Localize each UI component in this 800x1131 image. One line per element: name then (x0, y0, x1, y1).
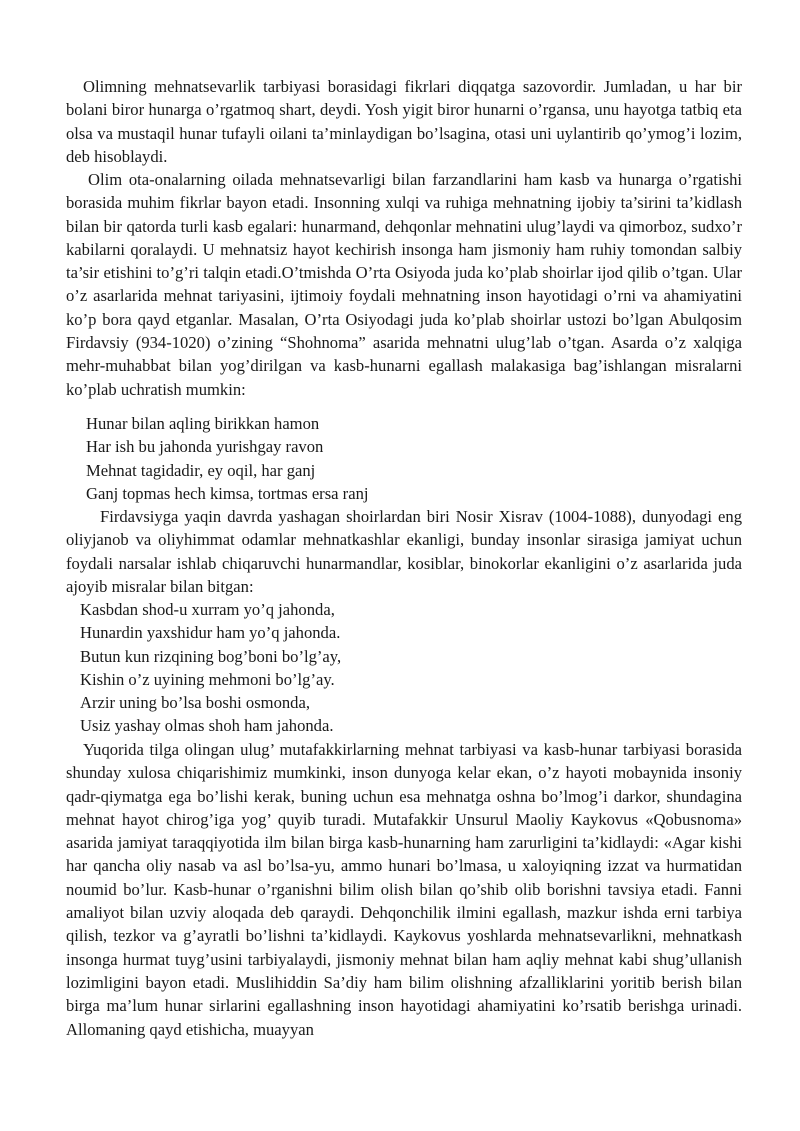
verse-line: Butun kun rizqining bog’boni bo’lg’ay, (80, 646, 342, 666)
verse-line: Mehnat tagidadir, ey oqil, har ganj (86, 460, 316, 480)
verse-line: Kishin o’z uyining mehmoni bo’lg’ay. (80, 669, 335, 689)
paragraph-olim-mehnatsevarlik: Olimning mehnatsevarlik tarbiyasi borasidagi fikrlari diqqatga sazovordir. Jumladan, u har bir bolani biror hunarga o’rgatmoq shart, deydi. Yosh yigit biror hunarni o’rgansa, unu hayotga tatbiq eta olsa va mustaqil hunar tufayli oilani ta’minlaydigan bo’lsagina, otasi uni uylantirib qo’ymog’i lozim, deb hisoblaydi. (66, 77, 742, 166)
paragraph-ota-onalar: Olim ota-onalarning oilada mehnatsevarligi bilan farzandlarini ham kasb va hunarga o’rgatishi borasida muhim fikrlar bayon etadi. Insonning xulqi va ruhiga mehnatning ijobiy ta’sirini ta’kidlash bilan bir qatorda turli kasb egalari: hunarmand, dehqonlar mehnatini ulug’laydi va qimorboz, sudxo’r kabilarni qoralaydi. U mehnatsiz hayot kechirish insonga ham jismoniy ham ruhiy tomondan salbiy ta’sir etishini to’g’ri talqin etadi.O’tmishda O’rta Osiyoda juda ko’plab shoirlar ijod qilib o’tgan. Ular o’z asarlarida mehnat tariyasini, ijtimoiy foydali mehnatning inson hayotidagi o’rni va ahamiyatini ko’p bora qayd etganlar. Masalan, O’rta Osiyodagi juda ko’plab shoirlar ustozi bo’lgan Abulqosim Firdavsiy (934-1020) o’zining “Shohnoma” asarida mehnatni ulug’lab o’tgan. Asarda o’z xalqiga mehr-muhabbat bilan yog’dirilgan va kasb-hunarni egallash malakasiga bag’ishlangan misralarni ko’plab uchratish mumkin: (66, 170, 742, 399)
paragraph-yuqorida: Yuqorida tilga olingan ulug’ mutafakkirlarning mehnat tarbiyasi va kasb-hunar tarbiyasi borasida shunday xulosa chiqarishimiz mumkinki, inson dunyoga kelar ekan, o’z hayoti mobaynida insoniy qadr-qiymatga ega bo’lishi kerak, buning uchun esa mehnatga oshna bo’lmog’i darkor, shundagina mehnat hayot chirog’iga yog’ quyib turadi. Mutafakkir Unsurul Maoliy Kaykovus «Qobusnoma» asarida jamiyat taraqqiyotida ilm bilan birga kasb-hunarning ham zarurligini ta’kidlaydi: «Agar kishi har qancha oliy nasab va asl bo’lsa-yu, ammo hunari bo’lmasa, u xaloyiqning izzat va hurmatidan noumid bo’lur. Kasb-hunar o’rganishni bilim olish bilan qo’shib olib borishni tavsiya etadi. Fanni amaliyot bilan uzviy aloqada deb qaraydi. Dehqonchilik ilmini egallash, mazkur ishda erni tarbiya qilish, tezkor va g’ayratli bo’lishni ta’kidlaydi. Kaykovus yoshlarda mehnatsevarlikni, mehnatkash insonga hurmat tuyg’usini tarbiyalaydi, jismoniy mehnat bilan ham aqliy mehnat kabi shug’ullanish lozimligini bayon etadi. Muslihiddin Sa’diy ham bilim olishning afzalliklarini yoritib berish bilan birga ma’lum hunar sirlarini egallashning inson hayotidagi ahamiyatini ko’rsatib berishga urinadi. Allomaning qayd etishicha, muayyan (66, 740, 742, 1039)
verse-nosir-xisrav (66, 598, 742, 738)
verse-line: Kasbdan shod-u xurram yo’q jahonda, (80, 600, 335, 619)
verse-line: Hunardin yaxshidur ham yo’q jahonda. (80, 623, 341, 643)
verse-line: Hunar bilan aqling birikkan hamon (86, 414, 320, 433)
verse-line: Usiz yashay olmas shoh ham jahonda. (80, 716, 334, 736)
verse-line: Arzir uning bo’lsa boshi osmonda, (80, 693, 310, 713)
verse-firdavsiy (66, 412, 742, 505)
verse-line: Ganj topmas hech kimsa, tortmas ersa ranj (86, 483, 369, 503)
verse-line: Har ish bu jahonda yurishgay ravon (86, 437, 324, 457)
paragraph-nosir-xisrav: Firdavsiyga yaqin davrda yashagan shoirlardan biri Nosir Xisrav (1004-1088), dunyodagi eng oliyjanob va oliyhimmat odamlar mehnatkashlar ekanligi, bunday insonlar sirasiga jamiyat uchun foydali narsalar ishlab chiqaruvchi hunarmandlar, kosiblar, binokorlar ekanligini o’z asarlarida juda ajoyib misralar bilan bitgan: (66, 507, 742, 596)
